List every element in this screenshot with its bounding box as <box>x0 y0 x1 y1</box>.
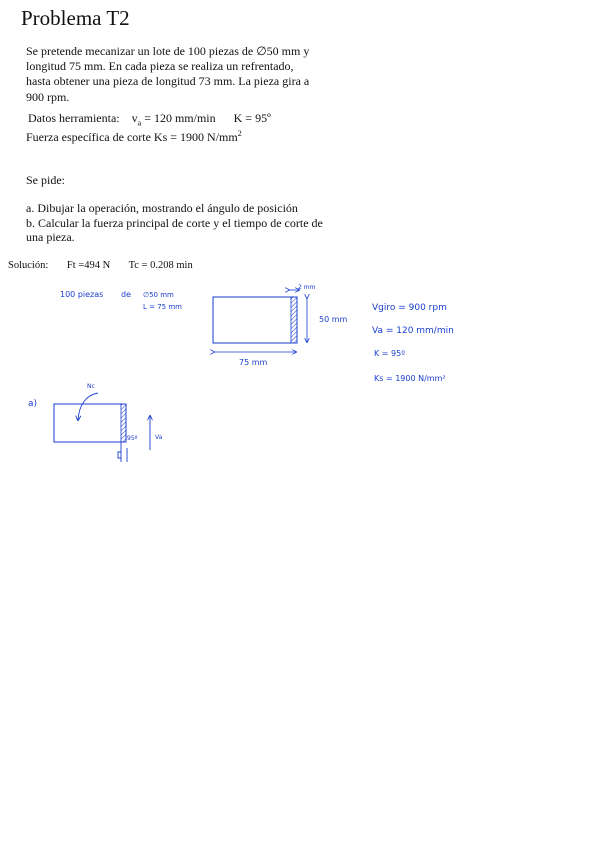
hw-v-a: Va = 120 mm/min <box>372 326 454 336</box>
hw-de: de <box>121 290 131 299</box>
hw-k: K = 95º <box>374 349 405 358</box>
hw-ks: Ks = 1900 N/mm² <box>374 374 446 383</box>
specific-force-text: Fuerza específica de corte Ks = 1900 N/mm <box>26 130 238 144</box>
hw-length: L = 75 mm <box>143 303 182 311</box>
solution-label: Solución: <box>8 260 49 271</box>
statement-line: longitud 75 mm. En cada pieza se realiza un refrentado, <box>26 59 294 74</box>
ask-item: a. Dibujar la operación, mostrando el ángulo de posición <box>26 201 298 215</box>
solution-ft: Ft =494 N <box>66 260 111 271</box>
hw-width-label: 75 mm <box>239 358 268 367</box>
cutting-tool <box>118 442 127 462</box>
part-a-workpiece <box>54 404 126 442</box>
hw-nc: Nc <box>87 383 95 390</box>
hw-diameter: ∅50 mm <box>143 291 174 299</box>
specific-force-exponent: 2 <box>237 129 242 138</box>
hw-part-a: a) <box>28 399 38 409</box>
asks-label: Se pide: <box>26 173 65 187</box>
part-a-hatched-zone <box>121 404 126 442</box>
k-angle-text: K = 95º <box>233 111 271 125</box>
solution-tc: Tc = 0.208 min <box>128 260 193 271</box>
va-symbol: v <box>131 111 138 125</box>
va-subscript: a <box>137 118 142 128</box>
hw-v-giro: Vgiro = 900 rpm <box>372 303 447 313</box>
va-value: = 120 mm/min <box>144 111 216 125</box>
ask-item: una pieza. <box>26 230 75 244</box>
statement-line: 900 rpm. <box>26 89 70 104</box>
tool-data-label: Datos herramienta: <box>28 111 120 125</box>
statement-line: hasta obtener una pieza de longitud 73 mm. La pieza gira a <box>26 74 310 89</box>
hw-height-label: 50 mm <box>319 315 348 324</box>
hw-angle: 95º <box>127 435 138 442</box>
ask-item: b. Calcular la fuerza principal de corte y el tiempo de corte de <box>26 215 323 230</box>
hw-cut-depth: 2 mm <box>298 284 316 291</box>
rotation-arrow <box>78 393 98 420</box>
hw-va-arrow-label: Va <box>155 434 163 441</box>
hatched-cut-zone <box>291 297 297 343</box>
statement-line: Se pretende mecanizar un lote de 100 piezas de ∅50 mm y <box>26 44 310 58</box>
hw-pieces: 100 piezas <box>60 290 104 299</box>
problem-title: Problema T2 <box>21 6 130 30</box>
workpiece-rectangle <box>213 297 297 343</box>
